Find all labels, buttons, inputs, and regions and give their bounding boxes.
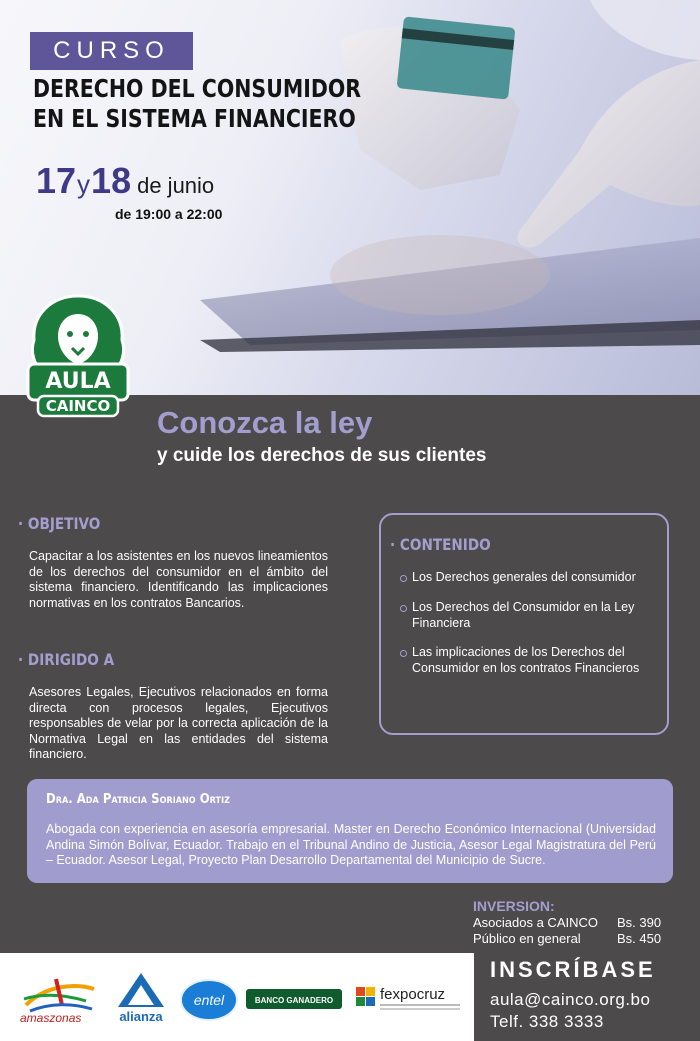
register-email[interactable]: aula@cainco.org.bo [490,990,651,1009]
entel-logo [178,977,240,1023]
bullet-icon [400,605,407,612]
banco-ganadero-logo [246,989,342,1009]
price-label-asociados: Asociados a CAINCO [473,915,598,930]
tagline-headline: Conozca la ley [157,405,373,440]
date-day-2: 18 [91,160,132,201]
bullet-icon [400,650,407,657]
dirigido-heading: · DIRIGIDO A [18,650,115,669]
date-month: de junio [137,173,215,198]
tagline-subheadline: y cuide los derechos de sus clientes [157,445,487,466]
speaker-bio: Abogada con experiencia en asesoría empresarial. Master en Derecho Económico Internacional (Universidad Andina Simón Bolívar, Ecuador. Trabajo en el Tribunal Andino de Justicia, Asesor Legal Magistratura del Perú – Ecuador. Asesor Legal, Proyecto Plan Desarrollo Departamental del Municipio de Sucre. [46,822,656,867]
date-day-1: 17 [36,160,77,201]
course-label: CURSO [30,32,193,70]
date-connector: y [77,169,91,199]
price-value-publico: Bs. 450 [617,931,662,946]
entel-wordmark: entel [193,992,225,1008]
alianza-wordmark: alianza [119,1009,163,1024]
objetivo-heading: · OBJETIVO [18,514,101,533]
amaszonas-wordmark: amaszonas [20,1011,82,1025]
price-label-publico: Público en general [473,931,581,946]
ganadero-wordmark: BANCO GANADERO [254,996,334,1005]
amaszonas-logo [16,975,100,1025]
fexpocruz-wordmark: fexpocruz [380,986,446,1003]
objetivo-text: Capacitar a los asistentes en los nuevos lineamientos de los derechos del consumidor en el ámbito del sistema financiero. Identificando las implicaciones normativas en los contratos Bancarios. [29,549,328,610]
aula-cainco-logo [22,292,134,418]
bullet-icon [400,575,407,582]
course-title-line-1: DERECHO DEL CONSUMIDOR [33,74,362,103]
course-dates [36,160,214,202]
alianza-logo [112,967,170,1035]
inversion-title: INVERSION: [473,898,555,914]
course-time: de 19:00 a 22:00 [115,206,223,222]
course-title-line-2: EN EL SISTEMA FINANCIERO [33,104,356,133]
contenido-item: Los Derechos generales del consumidor [412,570,636,584]
speaker-name: Dra. Ada Patricia Soriano Ortiz [46,792,230,807]
dirigido-text: Asesores Legales, Ejecutivos relacionados en forma directa con procesos legales, Ejecutivos responsables de velar por la correcta aplicación de la Normativa Legal en las entidades del sistema financiero. [29,685,328,761]
logo-word-cainco: CAINCO [45,397,111,415]
contenido-heading: · CONTENIDO [390,535,491,554]
logo-word-aula: AULA [45,369,111,394]
register-heading: INSCRÍBASE [490,957,656,982]
register-phone[interactable]: Telf. 338 3333 [490,1012,604,1031]
fexpocruz-logo [354,981,466,1021]
sponsor-bar [0,953,474,1041]
price-value-asociados: Bs. 390 [617,915,662,930]
contenido-item: Los Derechos del Consumidor en la Ley Financiera [412,600,635,630]
contenido-item: Las implicaciones de los Derechos del Consumidor en los contratos Financieros [412,645,640,675]
